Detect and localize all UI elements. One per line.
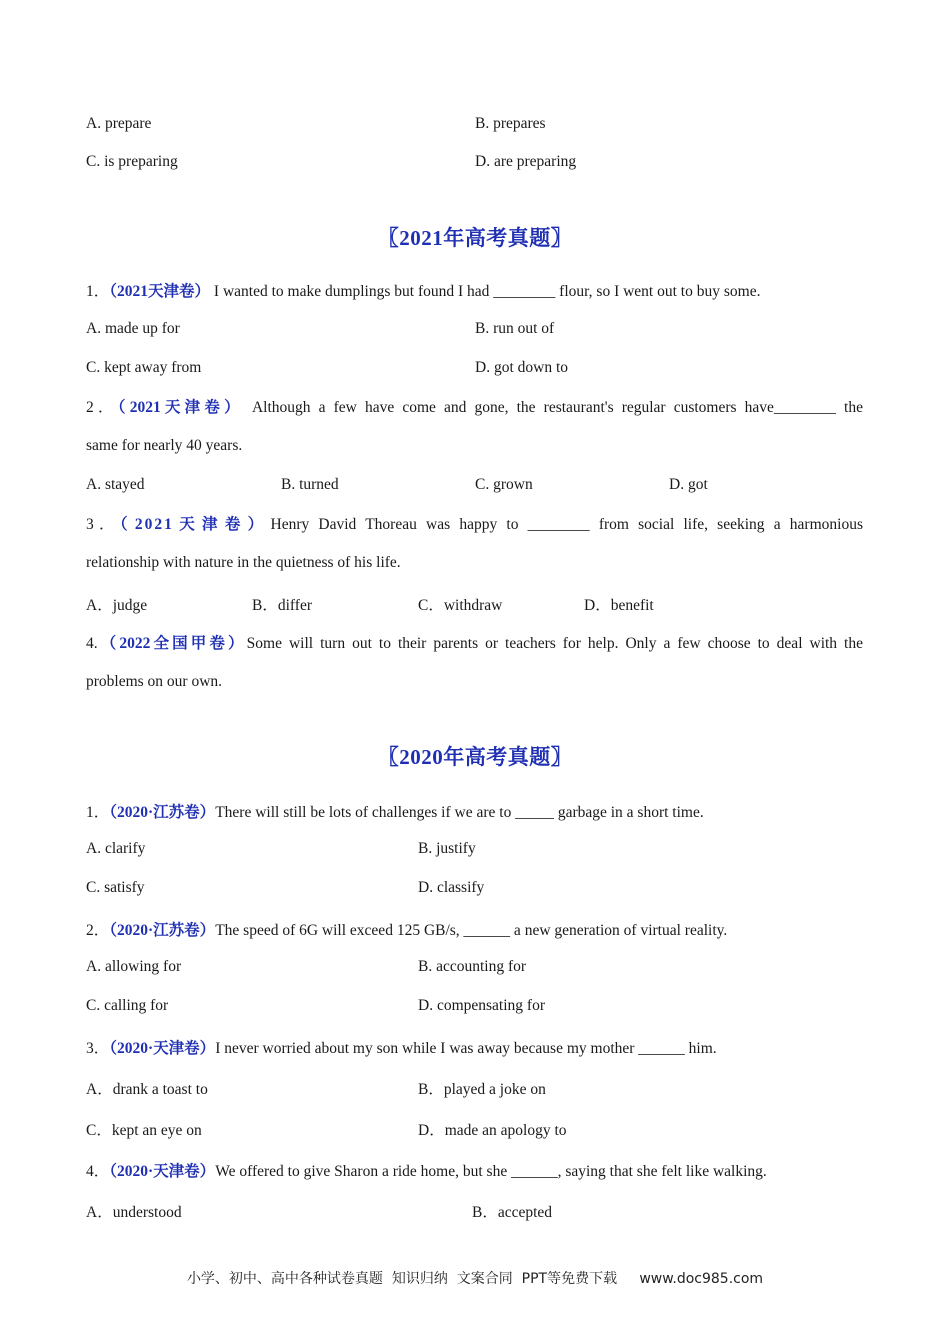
question-text: Henry David Thoreau was happy to ________ from social life, seeking a harmonious: [270, 516, 863, 533]
question-number: 1．: [86, 283, 110, 300]
option-b: B. prepares: [475, 115, 546, 132]
question-2021-2-line1: [86, 398, 863, 418]
question-2021-1: [86, 279, 760, 301]
option-b: B．differ: [252, 597, 312, 614]
question-2020-1: [86, 800, 704, 822]
question-text: Although a few have come and gone, the restaurant's regular customers have________ the: [243, 399, 863, 416]
question-number: 1．: [86, 804, 110, 821]
option-c: C. satisfy: [86, 879, 145, 896]
option-b: B. justify: [418, 840, 476, 857]
question-text: I wanted to make dumplings but found I had ________ flour, so I went out to buy some.: [210, 283, 761, 300]
question-source: （2021天津卷）: [109, 283, 211, 300]
option-d: D. compensating for: [418, 997, 545, 1014]
option-a: A．understood: [86, 1204, 182, 1221]
question-source: （2022全国甲卷）: [97, 635, 247, 652]
option-d: D．made an apology to: [418, 1122, 567, 1139]
option-d: D．benefit: [584, 597, 654, 614]
option-a: A. stayed: [86, 476, 145, 493]
question-2021-2-line2: same for nearly 40 years.: [86, 437, 243, 454]
section-2020-title: 〖2020年高考真题〗: [377, 745, 573, 769]
option-a: A. prepare: [86, 115, 152, 132]
question-2021-3-line2: relationship with nature in the quietness of his life.: [86, 554, 401, 571]
option-d: D. classify: [418, 879, 485, 896]
option-a: A. clarify: [86, 840, 146, 857]
question-text: I never worried about my son while I was away because my mother ______ him.: [215, 1040, 717, 1057]
question-number: 2．: [86, 922, 110, 939]
option-b: B. run out of: [475, 320, 555, 337]
question-number: 2．: [86, 399, 118, 416]
page-footer: 小学、初中、高中各种试卷真题 知识归纳 文案合同 PPT等免费下载 www.doc985.com: [186, 1271, 764, 1287]
option-a: A. allowing for: [86, 958, 182, 975]
question-2020-3: [86, 1036, 717, 1058]
option-b: B．played a joke on: [418, 1081, 546, 1098]
question-2020-2: [86, 918, 727, 940]
question-text: We offered to give Sharon a ride home, but she ______, saying that she felt like walking.: [215, 1163, 767, 1180]
question-number: 3．: [86, 516, 120, 533]
question-source: （2020·天津卷）: [109, 1163, 216, 1180]
question-source: （2020·天津卷）: [109, 1040, 216, 1057]
option-c: C．withdraw: [418, 597, 503, 614]
option-b: B. accounting for: [418, 958, 527, 975]
option-c: C. grown: [475, 476, 533, 493]
question-number: 3．: [86, 1040, 110, 1057]
option-b: B．accepted: [472, 1204, 553, 1221]
option-c: C. kept away from: [86, 359, 202, 376]
question-source: （2020·江苏卷）: [109, 922, 216, 939]
question-text: Some will turn out to their parents or teachers for help. Only a few choose to deal with the: [246, 635, 863, 652]
option-a: A．drank a toast to: [86, 1081, 208, 1098]
question-source: （2021天津卷）: [119, 516, 271, 533]
question-number: 4.: [86, 635, 98, 652]
option-c: C．kept an eye on: [86, 1122, 202, 1139]
option-d: D. got: [669, 476, 708, 493]
question-2022-4-line2: problems on our own.: [86, 673, 223, 690]
option-d: D. are preparing: [475, 153, 577, 170]
section-2021-title: 〖2021年高考真题〗: [377, 226, 573, 250]
option-d: D. got down to: [475, 359, 568, 376]
option-b: B. turned: [281, 476, 339, 493]
question-text: The speed of 6G will exceed 125 GB/s, ______ a new generation of virtual reality.: [215, 922, 728, 939]
option-a: A．judge: [86, 597, 148, 614]
question-number: 4．: [86, 1163, 110, 1180]
question-2020-4: [86, 1159, 767, 1181]
question-source: （2021天津卷）: [117, 399, 244, 416]
option-a: A. made up for: [86, 320, 180, 337]
question-2021-3-line1: [86, 515, 863, 535]
question-text: There will still be lots of challenges if we are to _____ garbage in a short time.: [215, 804, 704, 821]
question-source: （2020·江苏卷）: [109, 804, 216, 821]
question-2022-4-line1: [86, 634, 863, 654]
option-c: C. calling for: [86, 997, 169, 1014]
option-c: C. is preparing: [86, 153, 178, 170]
